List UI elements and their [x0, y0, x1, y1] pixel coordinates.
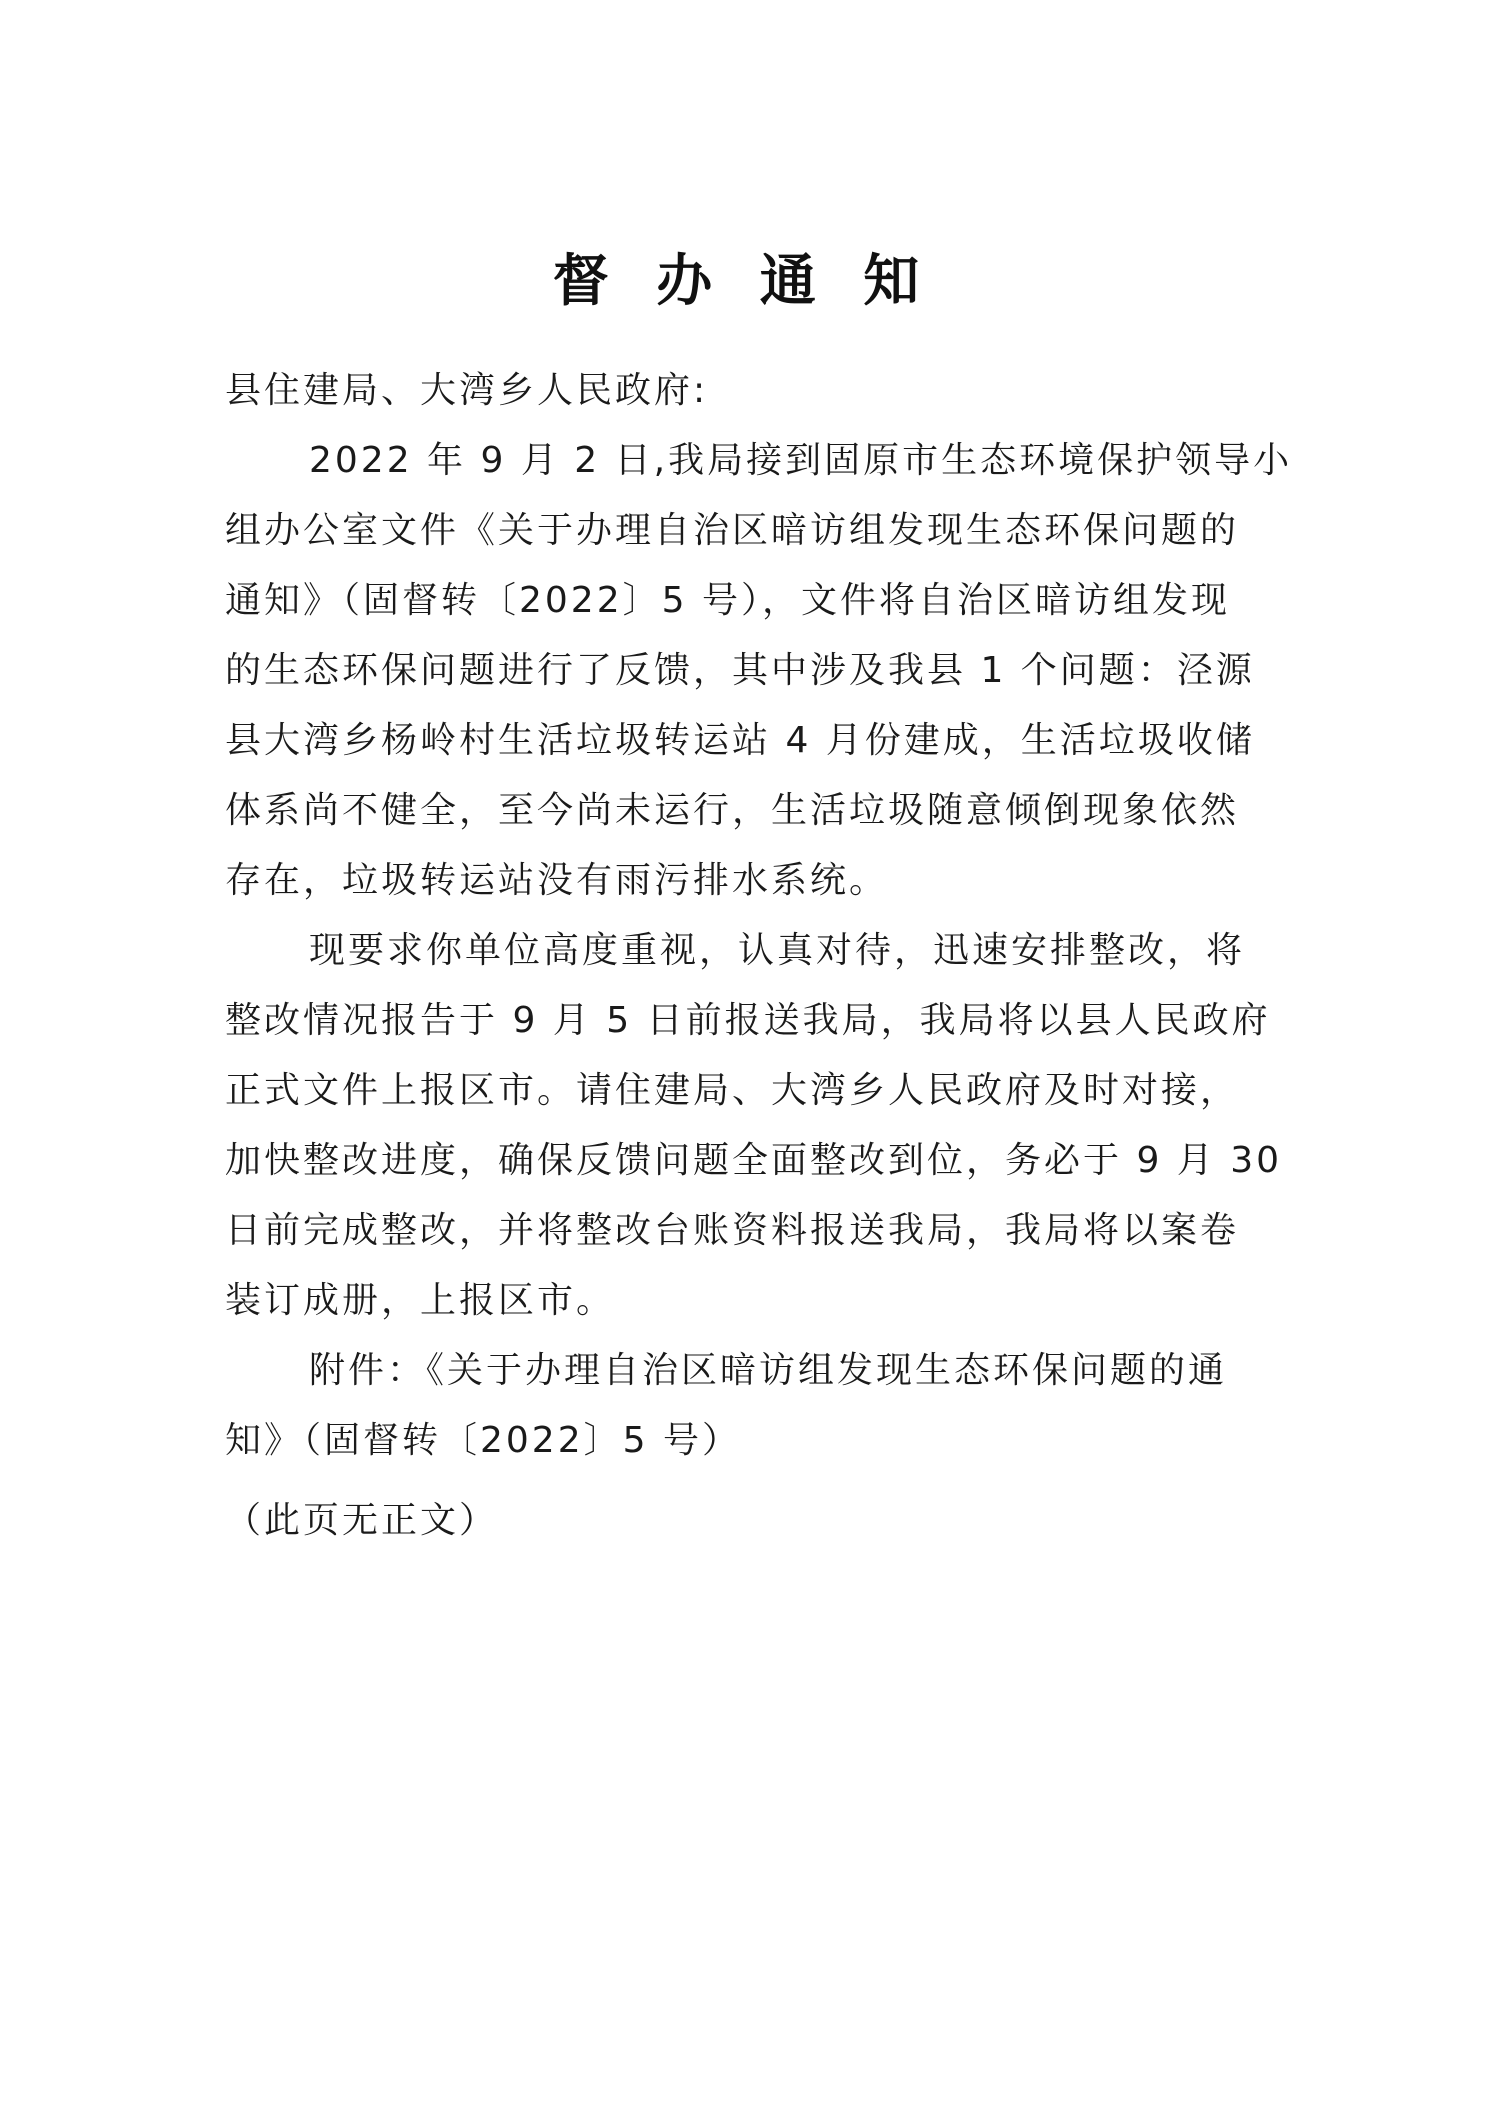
attachment-line: 附件：《关于办理自治区暗访组发现生态环保问题的通 — [309, 1350, 1228, 1391]
paragraph-1-line: 存在，垃圾转运站没有雨污排水系统。 — [225, 860, 889, 901]
paragraph-2-line: 装订成册，上报区市。 — [225, 1280, 616, 1321]
paragraph-1-line: 县大湾乡杨岭村生活垃圾转运站 4 月份建成，生活垃圾收储 — [225, 720, 1255, 761]
paragraph-2-line: 正式文件上报区市。请住建局、大湾乡人民政府及时对接， — [225, 1070, 1240, 1111]
attachment-line: 知》（固督转〔2022〕5 号） — [225, 1420, 741, 1461]
paragraph-1-line: 的生态环保问题进行了反馈，其中涉及我县 1 个问题：泾源 — [225, 650, 1255, 691]
paragraph-1-line: 2022 年 9 月 2 日,我局接到固原市生态环境保护领导小 — [309, 440, 1293, 481]
paragraph-1 — [225, 426, 1293, 916]
paragraph-2-line: 现要求你单位高度重视，认真对待，迅速安排整改，将 — [309, 930, 1246, 971]
attachment-note — [225, 1336, 1270, 1476]
paragraph-1-line: 体系尚不健全，至今尚未运行，生活垃圾随意倾倒现象依然 — [225, 790, 1240, 831]
paragraph-2-line: 整改情况报告于 9 月 5 日前报送我局，我局将以县人民政府 — [225, 1000, 1271, 1041]
paragraph-2-line: 日前完成整改，并将整改台账资料报送我局，我局将以案卷 — [225, 1210, 1240, 1251]
paragraph-1-line: 通知》（固督转〔2022〕5 号），文件将自治区暗访组发现 — [225, 580, 1230, 621]
no-body-note: （此页无正文） — [225, 1500, 499, 1541]
paragraph-1-line: 组办公室文件《关于办理自治区暗访组发现生态环保问题的 — [225, 510, 1240, 551]
document-body — [225, 356, 1293, 1556]
addressee-line: 县住建局、大湾乡人民政府: — [225, 370, 709, 411]
paragraph-2 — [225, 916, 1283, 1336]
document-title: 督 办 通 知 — [552, 248, 934, 314]
paragraph-2-line: 加快整改进度，确保反馈问题全面整改到位，务必于 9 月 30 — [225, 1140, 1283, 1181]
